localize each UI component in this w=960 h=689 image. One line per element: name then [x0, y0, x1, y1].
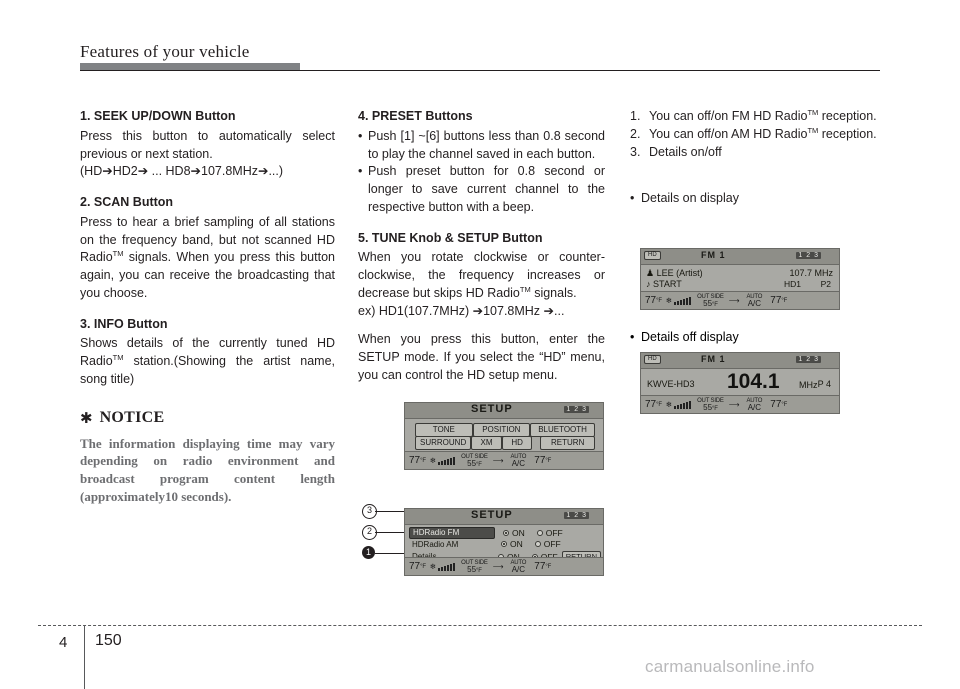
surround-button[interactable]: SURROUND [415, 436, 471, 450]
person-icon: ♟ [646, 268, 655, 278]
ac-group [747, 294, 763, 308]
outside-value: 55 [703, 298, 713, 308]
artist-row [646, 268, 703, 279]
label-details-on-display: • Details on display [630, 190, 880, 208]
driver-temp-unit: °F [420, 563, 426, 570]
ac-group [511, 560, 527, 574]
tone-button[interactable]: TONE [415, 423, 473, 437]
heading-tune-knob: 5. TUNE Knob & SETUP Button [358, 230, 543, 245]
list-item-label: Details on/off [649, 144, 722, 159]
list-item-label: You can off/on AM HD Radio™ reception. [649, 125, 877, 142]
fan-icon: ❄ [429, 456, 437, 465]
paragraph-scan: Press to hear a brief sampling of all stations on the frequency band, but not scanned HD Radio™ signals. When you press this button again, you can receive the broadcasting that you choose. [80, 214, 335, 300]
passenger-temp-unit: °F [781, 297, 788, 304]
lcd-climate-bar [641, 395, 839, 413]
auto-label: AUTO [746, 293, 763, 300]
airflow-icon: ⟶ [728, 400, 740, 409]
status-numbers: 1 2 3 [566, 406, 587, 413]
driver-temp: 77 [409, 561, 421, 572]
lcd-status-bar [641, 353, 839, 369]
outside-unit: °F [476, 461, 482, 468]
fm-off-option[interactable] [537, 528, 563, 538]
passenger-temp-unit: °F [781, 401, 788, 408]
callout-2-leader [375, 532, 404, 533]
paragraph-info: Shows details of the currently tuned HD Radio™ station.(Showing the artist name, song title) [80, 336, 335, 387]
fm-on-label: ON [512, 527, 525, 538]
driver-temp: 77 [409, 455, 421, 466]
station-label: KWVE-HD3 [647, 379, 695, 389]
hd-button[interactable]: HD [502, 436, 533, 450]
heading-info-button: 3. INFO Button [80, 316, 168, 331]
frequency-label: 107.7 MHz [789, 268, 833, 278]
lcd-status-bar [405, 403, 603, 419]
footer-divider [84, 625, 85, 689]
label-details-off-display: • Details off display [630, 330, 891, 344]
driver-temp-unit: °F [656, 401, 662, 408]
list-item-label: You can off/on FM HD Radio™ reception. [649, 108, 877, 124]
status-numbers: 1 2 3 [566, 512, 587, 519]
passenger-temp-unit: °F [545, 457, 552, 464]
preset-label: P 4 [817, 379, 831, 389]
paragraph-tune-2: When you press this button, enter the SETUP mode. If you select the “HD” menu, you can control the HD setup menu. [358, 332, 605, 382]
lcd-status-bar [641, 249, 839, 265]
driver-temp: 77 [645, 399, 657, 410]
airflow-icon: ⟶ [492, 456, 504, 465]
music-note-icon: ♪ [646, 279, 651, 289]
position-button[interactable]: POSITION [473, 423, 531, 437]
passenger-temp: 77 [534, 455, 546, 466]
asterisk-icon: ✱ [80, 409, 93, 427]
paragraph-seek-2: (HD➔HD2➔ ... HD8➔107.8MHz➔...) [80, 164, 284, 179]
driver-temp-unit: °F [420, 457, 426, 464]
callout-1-leader [375, 553, 404, 554]
bluetooth-button[interactable]: BLUETOOTH [530, 423, 595, 437]
fan-icon: ❄ [429, 562, 437, 571]
outside-unit: °F [476, 567, 482, 574]
preset-label: P2 [820, 279, 831, 289]
radio-on-icon [501, 541, 507, 547]
fan-level-icon [438, 457, 455, 465]
lcd-climate-bar [641, 291, 839, 309]
list-item-number: 1. [630, 109, 641, 123]
ac-label: A/C [747, 298, 762, 308]
lcd-climate-bar [405, 451, 603, 469]
outside-temp-group [461, 560, 488, 574]
lcd-details-off-display [640, 352, 840, 414]
passenger-temp: 77 [770, 399, 782, 410]
passenger-temp: 77 [770, 295, 782, 306]
outside-temp-group [461, 454, 488, 468]
driver-temp-unit: °F [656, 297, 662, 304]
radio-off-icon [537, 530, 543, 536]
callout-1: 1 [362, 546, 375, 559]
paragraph-seek-1: Press this button to automatically select previous or next station. [80, 128, 335, 161]
lcd-status-bar [405, 509, 603, 525]
setup-row-2 [415, 436, 595, 450]
page-title: Features of your vehicle [80, 42, 250, 61]
passenger-temp: 77 [534, 561, 546, 572]
am-on-label: ON [510, 539, 523, 549]
header-rule [80, 70, 880, 71]
list-hd-options [630, 108, 880, 162]
outside-unit: °F [712, 405, 718, 412]
status-numbers: 1 2 3 [798, 252, 819, 259]
lcd-climate-bar [405, 557, 603, 575]
fm-on-option[interactable] [503, 528, 525, 538]
band-label: FM 1 [701, 354, 726, 364]
outside-label: OUT SIDE [461, 559, 488, 566]
frequency-unit: MHz [799, 380, 818, 390]
column-middle [358, 108, 605, 385]
paragraph-tune-example: ex) HD1(107.7MHz) ➔107.8MHz ➔... [358, 303, 565, 318]
artist-label: LEE (Artist) [656, 268, 703, 278]
chapter-number: 4 [59, 634, 68, 651]
watermark-text: carmanualsonline.info [645, 657, 815, 676]
notice-body: The information displaying time may vary depending on radio environment and broadcast program content length (approximately10 seconds). [80, 435, 335, 505]
am-off-option[interactable] [535, 539, 561, 549]
auto-label: AUTO [510, 559, 527, 566]
fan-level-icon [674, 297, 691, 305]
hd-setup-row-am[interactable] [409, 539, 601, 549]
fan-level-icon [438, 563, 455, 571]
ac-group [747, 398, 763, 412]
page-number: 150 [95, 632, 122, 649]
auto-label: AUTO [510, 453, 527, 460]
song-row [646, 279, 682, 289]
hd-setup-row-fm[interactable] [409, 527, 601, 539]
ac-label: A/C [511, 564, 526, 574]
column-right [630, 108, 880, 214]
hdradio-fm-label: HDRadio FM [409, 527, 495, 539]
hdradio-am-label: HDRadio AM [412, 539, 459, 549]
airflow-icon: ⟶ [728, 296, 740, 305]
status-numbers: 1 2 3 [798, 356, 819, 363]
paragraph-preset-1: • Push [1] ~[6] buttons less than 0.8 second to play the channel saved in each button. [358, 128, 605, 164]
fan-icon: ❄ [665, 400, 673, 409]
list-item [630, 144, 880, 162]
ac-label: A/C [747, 402, 762, 412]
paragraph-tune-1: When you rotate clockwise or counter-clockwise, the frequency increases or decrease but skips HD Radio™ signals. [358, 250, 605, 300]
passenger-temp-unit: °F [545, 563, 552, 570]
list-item-number: 3. [630, 144, 641, 159]
lcd-setup-menu [404, 402, 604, 470]
outside-value: 55 [703, 402, 713, 412]
frequency-value: 104.1 [727, 370, 780, 393]
page-header [80, 42, 880, 62]
outside-label: OUT SIDE [461, 453, 488, 460]
column-left [80, 108, 335, 506]
notice-title: NOTICE [99, 408, 165, 426]
auto-label: AUTO [746, 397, 763, 404]
outside-value: 55 [467, 564, 477, 574]
outside-label: OUT SIDE [697, 293, 724, 300]
notice-header [80, 407, 335, 430]
list-item [630, 126, 880, 144]
list-item-number: 2. [630, 126, 641, 141]
xm-button[interactable]: XM [471, 436, 502, 450]
radio-off-icon [535, 541, 541, 547]
callout-3: 3 [362, 504, 377, 519]
setup-title: SETUP [471, 509, 513, 521]
footer-rule [38, 625, 922, 626]
outside-value: 55 [467, 458, 477, 468]
driver-temp: 77 [645, 295, 657, 306]
ac-label: A/C [511, 458, 526, 468]
paragraph-preset-2: • Push preset button for 0.8 second or longer to save current channel to the respective button with a beep. [358, 163, 605, 216]
airflow-icon: ⟶ [492, 562, 504, 571]
heading-preset-buttons: 4. PRESET Buttons [358, 109, 473, 123]
fan-icon: ❄ [665, 296, 673, 305]
ac-group [511, 454, 527, 468]
fan-level-icon [674, 401, 691, 409]
band-label: FM 1 [701, 250, 726, 260]
callout-2: 2 [362, 525, 377, 540]
outside-temp-group [697, 398, 724, 412]
callout-3-leader [375, 511, 404, 512]
hd-badge-icon: HD [644, 251, 661, 260]
song-label: START [653, 279, 682, 289]
list-item [630, 108, 880, 126]
radio-on-icon [503, 530, 509, 536]
outside-unit: °F [712, 301, 718, 308]
outside-label: OUT SIDE [697, 397, 724, 404]
setup-row-1 [415, 423, 595, 437]
setup-title: SETUP [471, 403, 513, 415]
outside-temp-group [697, 294, 724, 308]
lcd-details-on-display [640, 248, 840, 310]
fm-off-label: OFF [545, 527, 563, 538]
am-off-label: OFF [543, 539, 561, 549]
heading-seek-button: 1. SEEK UP/DOWN Button [80, 109, 236, 123]
heading-scan-button: 2. SCAN Button [80, 195, 174, 209]
hd-badge-icon: HD [644, 355, 661, 364]
hd-channel-label: HD1 [783, 279, 801, 289]
am-on-option[interactable] [501, 539, 523, 549]
lcd-hd-setup-menu [404, 508, 604, 576]
return-button[interactable]: RETURN [540, 436, 595, 450]
